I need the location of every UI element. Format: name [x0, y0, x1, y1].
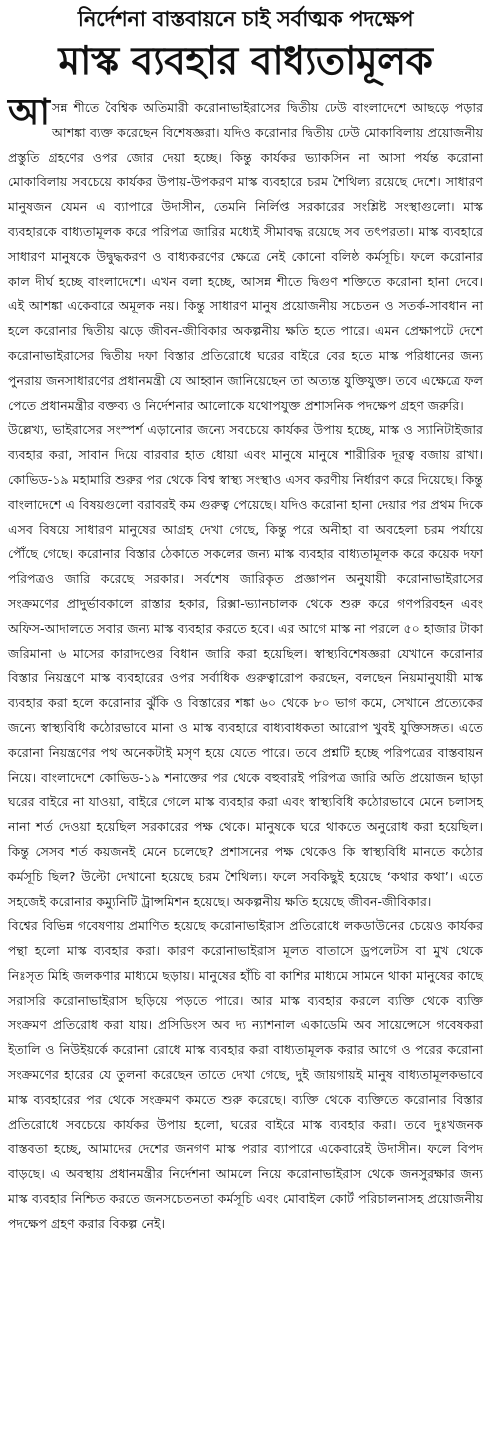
article-body: [8, 92, 484, 1237]
drop-cap: আ: [8, 92, 50, 133]
paragraph-2: উল্লেখ্য, ভাইরাসের সংস্পর্শ এড়ানোর জন্যে সবচেয়ে কার্যকর উপায় হচ্ছে, মাস্ক ও স্যানিটাইজার ব্যবহার করা, সাবান দিয়ে বারবার হাত ধোয়া এবং মানুষে মানুষে শারীরিক দূরত্ব বজায় রাখা। কোভিড-১৯ মহামারি শুরুর পর থেকে বিশ্ব স্বাস্থ্য সংস্থাও এসব করণীয় নির্ধারণ করে দিয়েছে। কিন্তু বাংলাদেশে এ বিষয়গুলো বরাবরই কম গুরুত্ব পেয়েছে। যদিও করোনা হানা দেয়ার পর প্রথম দিকে এসব বিষয়ে সাধারণ মানুষের আগ্রহ দেখা গেছে, কিন্তু পরে অনীহা বা অবহেলা চরম পর্যায়ে পৌঁছে গেছে। করোনার বিস্তার ঠেকাতে সকলের জন্য মাস্ক ব্যবহার বাধ্যতামূলক করে কয়েক দফা পরিপত্রও জারি করেছে সরকার। সর্বশেষ জারিকৃত প্রজ্ঞাপন অনুযায়ী করোনাভাইরাসের সংক্রমণের প্রাদুর্ভাবকালে রাস্তার হকার, রিক্সা-ভ্যানচালক থেকে শুরু করে গণপরিবহন এবং অফিস-আদালতে সবার জন্য মাস্ক ব্যবহার করতে হবে। এর আগে মাস্ক না পরলে ৫০ হাজার টাকা জরিমানা ৬ মাসের কারাদণ্ডের বিধান জারি করা হয়েছিল। স্বাস্থ্যবিশেষজ্ঞরা যেখানে করোনার বিস্তার নিয়ন্ত্রণে মাস্ক ব্যবহারের ওপর সর্বাধিক গুরুত্বারোপ করছেন, বলছেন নিয়মানুযায়ী মাস্ক ব্যবহার করা হলে করোনার ঝুঁকি ও বিস্তারের শঙ্কা ৬০ থেকে ৮০ ভাগ কমে, সেখানে প্রত্যেকের জন্যে স্বাস্থ্যবিধি কঠোরভাবে মানা ও মাস্ক ব্যবহারে বাধ্যবাধকতা আরোপ খুবই যুক্তিসঙ্গত। এতে করোনা নিয়ন্ত্রণের পথ অনেকটাই মসৃণ হয়ে যেতে পারে। তবে প্রশ্নটি হচ্ছে পরিপত্রের বাস্তবায়ন নিয়ে। বাংলাদেশে কোভিড-১৯ শনাক্তের পর থেকে বহুবারই পরিপত্র জারি অতি প্রয়োজন ছাড়া ঘরের বাইরে না যাওয়া, বাইরে গেলে মাস্ক ব্যবহার করা এবং স্বাস্থ্যবিধি কঠোরভাবে মেনে চলাসহ নানা শর্ত দেওয়া হয়েছিল সরকারের পক্ষ থেকে। মানুষকে ঘরে থাকতে অনুরোধ করা হয়েছিল। কিন্তু সেসব শর্ত কয়জনই মেনে চলেছে? প্রশাসনের পক্ষ থেকেও কি স্বাস্থ্যবিধি মানতে কঠোর কর্মসূচি ছিল? উল্টো দেখানো হয়েছে চরম শৈথিল্য। ফলে সবকিছুই হয়েছে ‘কথার কথা’। এতে সহজেই করোনার কম্যুনিটি ট্রান্সমিশন হয়েছে। অকল্পনীয় ক্ষতি হয়েছে জীবন-জীবিকার।: [8, 422, 484, 909]
kicker-headline: নির্দেশনা বাস্তবায়নে চাই সর্বাত্মক পদক্ষেপ: [77, 7, 414, 31]
main-headline: মাস্ক ব্যবহার বাধ্যতামূলক: [58, 39, 433, 84]
paragraph-3: বিশ্বের বিভিন্ন গবেষণায় প্রমাণিত হয়েছে করোনাভাইরাস প্রতিরোধে লকডাউনের চেয়েও কার্যকর পন্থা হলো মাস্ক ব্যবহার করা। কারণ করোনাভাইরাস মূলত বাতাসে ড্রপলেটস বা মুখ থেকে নিঃসৃত মিহি জলকণার মাধ্যমে ছড়ায়। মানুষের হাঁচি বা কাশির মাধ্যমে সামনে থাকা মানুষের কাছে সরাসরি করোনাভাইরাস ছড়িয়ে পড়তে পারে। আর মাস্ক ব্যবহার করলে ব্যক্তি থেকে ব্যক্তি সংক্রমণ প্রতিরোধ করা যায়। প্রসিডিংস অব দ্য ন্যাশনাল একাডেমি অব সায়েন্সেসে গবেষকরা ইতালি ও নিউইয়র্কে করোনা রোধে মাস্ক ব্যবহার করা বাধ্যতামূলক করার আগে ও পরের করোনা সংক্রমণের হারের যে তুলনা করেছেন তাতে দেখা গেছে, দুই জায়গায়ই মানুষ বাধ্যতামূলকভাবে মাস্ক ব্যবহারের পর থেকে সংক্রমণ কমতে শুরু করেছে। ব্যক্তি থেকে ব্যক্তিতে করোনার বিস্তার প্রতিরোধে সবচেয়ে কার্যকর উপায় হলো, ঘরের বাইরে মাস্ক ব্যবহার করা। তবে দুঃখজনক বাস্তবতা হচ্ছে, আমাদের দেশের জনগণ মাস্ক পরার ব্যাপারে একেবারেই উদাসীন। ফলে বিপদ বাড়ছে। এ অবস্থায় প্রধানমন্ত্রীর নির্দেশনা আমলে নিয়ে করোনাভাইরাস থেকে জনসুরক্ষার জন্য মাস্ক ব্যবহার নিশ্চিত করতে জনসচেতনতা কর্মসূচি এবং মোবাইল কোর্ট পরিচালনাসহ প্রয়োজনীয় পদক্ষেপ গ্রহণ করার বিকল্প নেই।: [8, 918, 483, 1231]
paragraph-1-text: সন্ন শীতে বৈশ্বিক অতিমারী করোনাভাইরাসের দ্বিতীয় ঢেউ বাংলাদেশে আছড়ে পড়ার আশঙ্কা ব্যক্ত করেছেন বিশেষজ্ঞরা। যদিও করোনার দ্বিতীয় ঢেউ মোকাবিলায় প্রয়োজনীয় প্রস্তুতি গ্রহণের ওপর জোর দেয়া হচ্ছে। কিন্তু কার্যকর ভ্যাকসিন না আসা পর্যন্ত করোনা মোকাবিলায় সবচেয়ে কার্যকর উপায়-উপকরণ মাস্ক ব্যবহারে চরম শৈথিল্য রয়েছে দেশে। সাধারণ মানুষজন যেমন এ ব্যাপারে উদাসীন, তেমনি নির্লিপ্ত সরকারের সংশ্লিষ্ট সংস্থাগুলো। মাস্ক ব্যবহারকে বাধ্যতামূলক করে পরিপত্র জারির মধ্যেই সীমাবদ্ধ রয়েছে সব তৎপরতা। মাস্ক ব্যবহারে সাধারণ মানুষকে উদ্বুদ্ধকরণ ও বাধ্যকরণের ক্ষেত্রে নেই কোনো বলিষ্ঠ কর্মসূচি। ফলে করোনার কাল দীর্ঘ হচ্ছে বাংলাদেশে। এখন বলা হচ্ছে, আসন্ন শীতে দ্বিগুণ শক্তিতে করোনা হানা দেবে। এই আশঙ্কা একেবারে অমূলক নয়। কিন্তু সাধারণ মানুষ প্রয়োজনীয় সচেতন ও সতর্ক-সাবধান না হলে করোনার দ্বিতীয় ঝড়ে জীবন-জীবিকার অকল্পনীয় ক্ষতি হতে পারে। এমন প্রেক্ষাপটে দেশে করোনাভাইরাসের দ্বিতীয় দফা বিস্তার প্রতিরোধে ঘরের বাইরে বের হতে মাস্ক পরিধানের জন্য পুনরায় জনসাধারণের প্রধানমন্ত্রী যে আহ্বান জানিয়েছেন তা অত্যন্ত যুক্তিযুক্ত। তবে এক্ষেত্রে ফল পেতে প্রধানমন্ত্রীর বক্তব্য ও নির্দেশনার আলোকে যথোপযুক্ত প্রশাসনিক পদক্ষেপ গ্রহণ জরুরি।: [8, 100, 483, 413]
paragraph-1: [8, 92, 483, 418]
